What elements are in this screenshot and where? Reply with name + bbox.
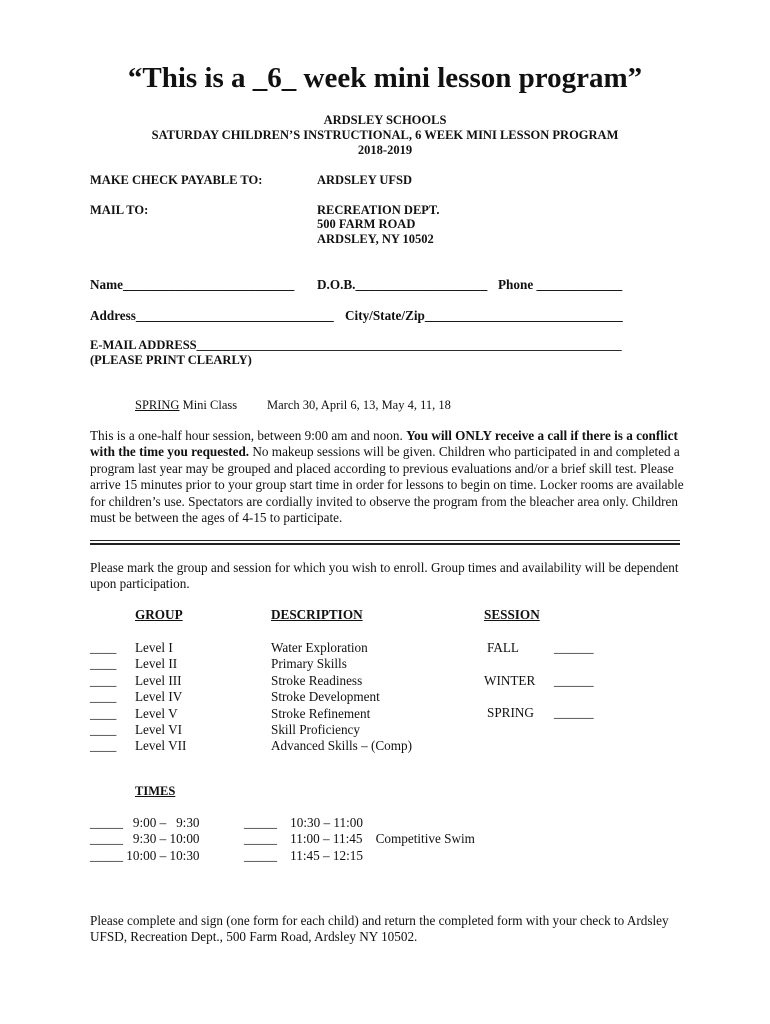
group-blank-3[interactable]: ____	[90, 672, 117, 688]
description-item: Stroke Readiness	[271, 672, 363, 688]
level-item: Level VII	[135, 738, 187, 754]
page-title: “This is a _6_ week mini lesson program”	[127, 62, 643, 94]
description-item: Skill Proficiency	[271, 722, 361, 738]
times-left-list	[90, 815, 200, 864]
dob-field[interactable]: D.O.B.____________________	[317, 277, 488, 292]
description-item: Water Exploration	[271, 640, 368, 655]
address-field[interactable]: Address______________________________	[90, 308, 334, 323]
info-text-1: This is a one-half hour session, between 9:00 am and noon.	[90, 428, 407, 443]
mini-class-label: Mini Class	[179, 398, 238, 412]
group-blank-2[interactable]: ____	[90, 656, 117, 672]
mail-label: MAIL TO:	[90, 203, 149, 217]
phone-field[interactable]: Phone _____________	[498, 277, 623, 292]
spring-class-label	[135, 398, 237, 413]
session-spring-blank[interactable]: ______	[554, 705, 594, 720]
program-name: SATURDAY CHILDREN’S INSTRUCTIONAL, 6 WEEK MINI LESSON PROGRAM	[151, 128, 619, 142]
level-item: Level II	[135, 656, 178, 672]
description-item: Primary Skills	[271, 656, 347, 672]
divider-line	[90, 540, 680, 541]
session-winter-label: WINTER	[484, 673, 536, 688]
info-paragraph	[90, 428, 688, 526]
session-spring-label: SPRING	[487, 705, 534, 720]
description-header: DESCRIPTION	[271, 607, 363, 622]
enroll-instructions: Please mark the group and session for which you wish to enroll. Group times and availability will be dependent upon participation.	[90, 560, 679, 592]
time-slot-0900[interactable]: _____ 9:00 – 9:30	[90, 815, 200, 830]
mail-line2: 500 FARM ROAD	[317, 217, 416, 231]
group-header: GROUP	[135, 607, 183, 622]
footer-instructions: Please complete and sign (one form for each child) and return the completed form with your check to Ardsley UFSD, Recreation Dept., 500 Farm Road, Ardsley NY 10502.	[90, 913, 669, 945]
time-slot-1000[interactable]: _____ 10:00 – 10:30	[90, 847, 200, 863]
mail-line3: ARDSLEY, NY 10502	[317, 232, 434, 246]
time-slot-1030[interactable]: _____ 10:30 – 11:00	[244, 815, 363, 830]
group-blank-1[interactable]: ____	[90, 640, 117, 655]
group-blank-6[interactable]: ____	[90, 722, 117, 738]
spring-label: SPRING	[135, 398, 180, 412]
school-year: 2018-2019	[357, 143, 413, 157]
level-item: Level I	[135, 640, 173, 655]
spring-dates: March 30, April 6, 13, May 4, 11, 18	[267, 398, 451, 412]
description-item: Stroke Refinement	[271, 705, 371, 721]
divider-line-thick	[90, 543, 680, 545]
times-right-list	[244, 815, 475, 864]
name-field[interactable]: Name__________________________	[90, 277, 295, 292]
payable-label: MAKE CHECK PAYABLE TO:	[90, 173, 263, 187]
time-slot-1145[interactable]: _____ 11:45 – 12:15	[244, 847, 363, 863]
group-blanks	[90, 640, 116, 755]
session-header: SESSION	[484, 607, 540, 622]
email-field[interactable]: E-MAIL ADDRESS____________________________________________________________________	[90, 338, 622, 352]
time-slot-1100[interactable]: _____ 11:00 – 11:45 Competitive Swim	[244, 831, 475, 847]
session-fall-label: FALL	[487, 640, 519, 655]
print-clearly-note: (PLEASE PRINT CLEARLY)	[90, 353, 252, 367]
group-blank-5[interactable]: ____	[90, 705, 117, 721]
time-slot-0930[interactable]: _____ 9:30 – 10:00	[90, 831, 200, 847]
description-item: Stroke Development	[271, 689, 380, 705]
info-text-2: No makeup sessions will be given. Children who participated in and completed a program last year may be grouped and placed according to previous evaluations and/or a brief skill test. Please arrive 15 minutes prior to your group start time in order for lessons to begin on time. Locker rooms are available for children’s use. Spectators are cordially invited to observe the program from the bleacher area only. Children must be between the ages of 4-15 to participate.	[90, 444, 684, 526]
description-list	[271, 640, 412, 755]
school-name: ARDSLEY SCHOOLS	[323, 113, 447, 127]
session-winter-blank[interactable]: ______	[554, 673, 594, 688]
session-fall-blank[interactable]: ______	[554, 640, 594, 655]
group-blank-7[interactable]: ____	[90, 738, 117, 754]
group-blank-4[interactable]: ____	[90, 689, 117, 705]
info-bold-notice: You will ONLY receive a call if there is a conflict with the time you requested.	[90, 428, 678, 460]
level-item: Level IV	[135, 689, 183, 705]
level-list	[135, 640, 186, 755]
times-header: TIMES	[135, 784, 176, 798]
level-item: Level III	[135, 672, 182, 688]
mail-line1: RECREATION DEPT.	[317, 203, 440, 217]
payable-value: ARDSLEY UFSD	[317, 173, 413, 187]
level-item: Level VI	[135, 722, 182, 738]
level-item: Level V	[135, 705, 178, 721]
city-state-zip-field[interactable]: City/State/Zip______________________________	[345, 308, 623, 323]
description-item: Advanced Skills – (Comp)	[271, 738, 413, 754]
